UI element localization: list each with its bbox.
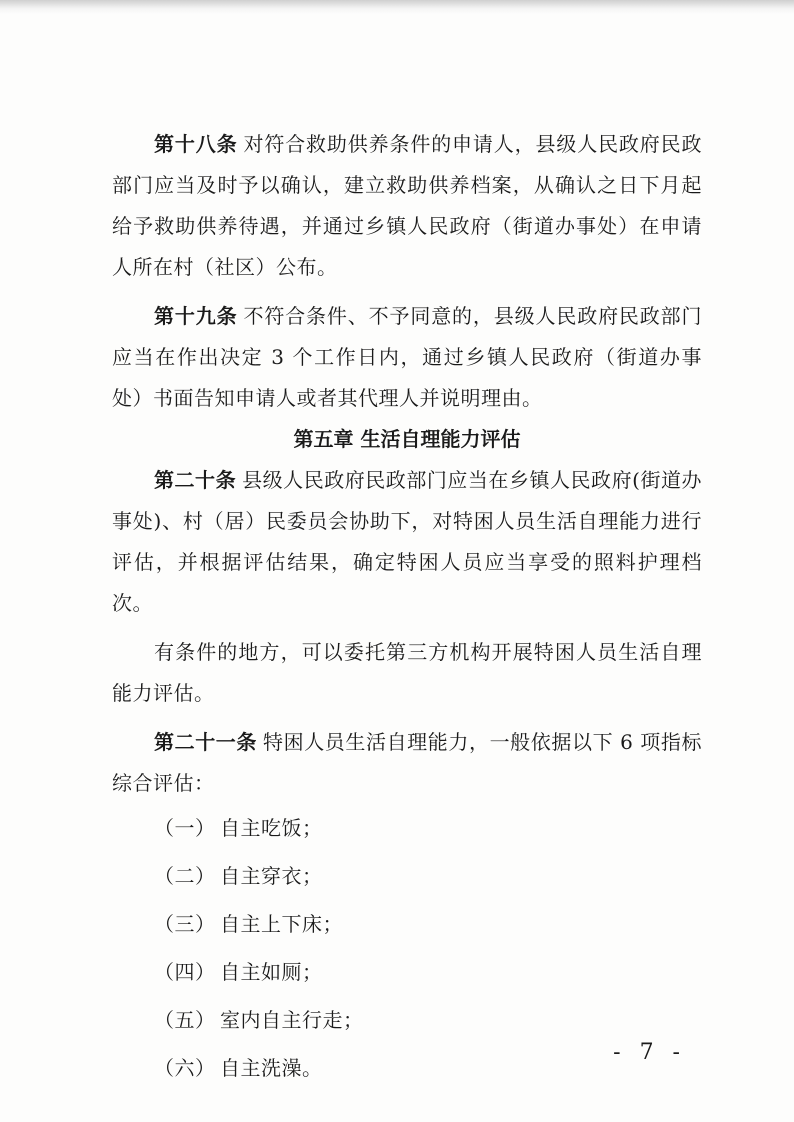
scan-top-edge — [0, 0, 794, 14]
document-body — [112, 124, 702, 1092]
article-number: 第二十一条 — [154, 730, 257, 754]
list-item-number: （六） — [154, 1056, 216, 1080]
article-text: 特困人员生活自理能力，一般依据以下 6 项指标综合评估： — [112, 730, 702, 795]
list-item — [112, 948, 702, 996]
list-item-text: 室内自主行走； — [220, 1008, 364, 1032]
list-item — [112, 852, 702, 900]
page-number: - 7 - — [613, 1040, 686, 1065]
article-20 — [112, 460, 702, 624]
chapter-title: 第五章 生活自理能力评估 — [293, 427, 521, 451]
list-item-text: 自主上下床； — [220, 912, 343, 936]
paragraph-gap — [112, 714, 702, 722]
list-item-text: 自主如厕； — [220, 960, 323, 984]
article-18 — [112, 124, 702, 288]
article-text: 不符合条件、不予同意的，县级人民政府民政部门应当在作出决定 3 个工作日内，通过乡镇人民政府（街道办事处）书面告知申请人或者其代理人并说明理由。 — [112, 304, 703, 410]
list-item-text: 自主洗澡。 — [220, 1056, 323, 1080]
list-item-number: （四） — [154, 960, 216, 984]
list-item-number: （三） — [154, 912, 216, 936]
article-number: 第十八条 — [154, 132, 238, 156]
article-text: 对符合救助供养条件的申请人，县级人民政府民政部门应当及时予以确认，建立救助供养档案，从确认之日下月起给予救助供养待遇，并通过乡镇人民政府（街道办事处）在申请人所在村（社区）公布。 — [112, 132, 703, 279]
list-item — [112, 996, 702, 1044]
article-number: 第十九条 — [154, 304, 238, 328]
paragraph-gap — [112, 288, 702, 296]
paragraph-gap — [112, 624, 702, 632]
article-21 — [112, 722, 702, 804]
list-item — [112, 900, 702, 948]
article-number: 第二十条 — [154, 468, 237, 492]
list-item-number: （一） — [154, 816, 216, 840]
list-item-number: （二） — [154, 864, 216, 888]
list-item-number: （五） — [154, 1008, 216, 1032]
article-19 — [112, 296, 702, 419]
list-item-text: 自主穿衣； — [220, 864, 323, 888]
article-text: 县级人民政府民政部门应当在乡镇人民政府(街道办事处)、村（居）民委员会协助下，对特困人员生活自理能力进行评估，并根据评估结果，确定特困人员应当享受的照料护理档次。 — [112, 468, 702, 615]
list-item — [112, 804, 702, 852]
article-20-extra: 有条件的地方，可以委托第三方机构开展特困人员生活自理能力评估。 — [112, 640, 702, 705]
list-item-text: 自主吃饭； — [220, 816, 323, 840]
